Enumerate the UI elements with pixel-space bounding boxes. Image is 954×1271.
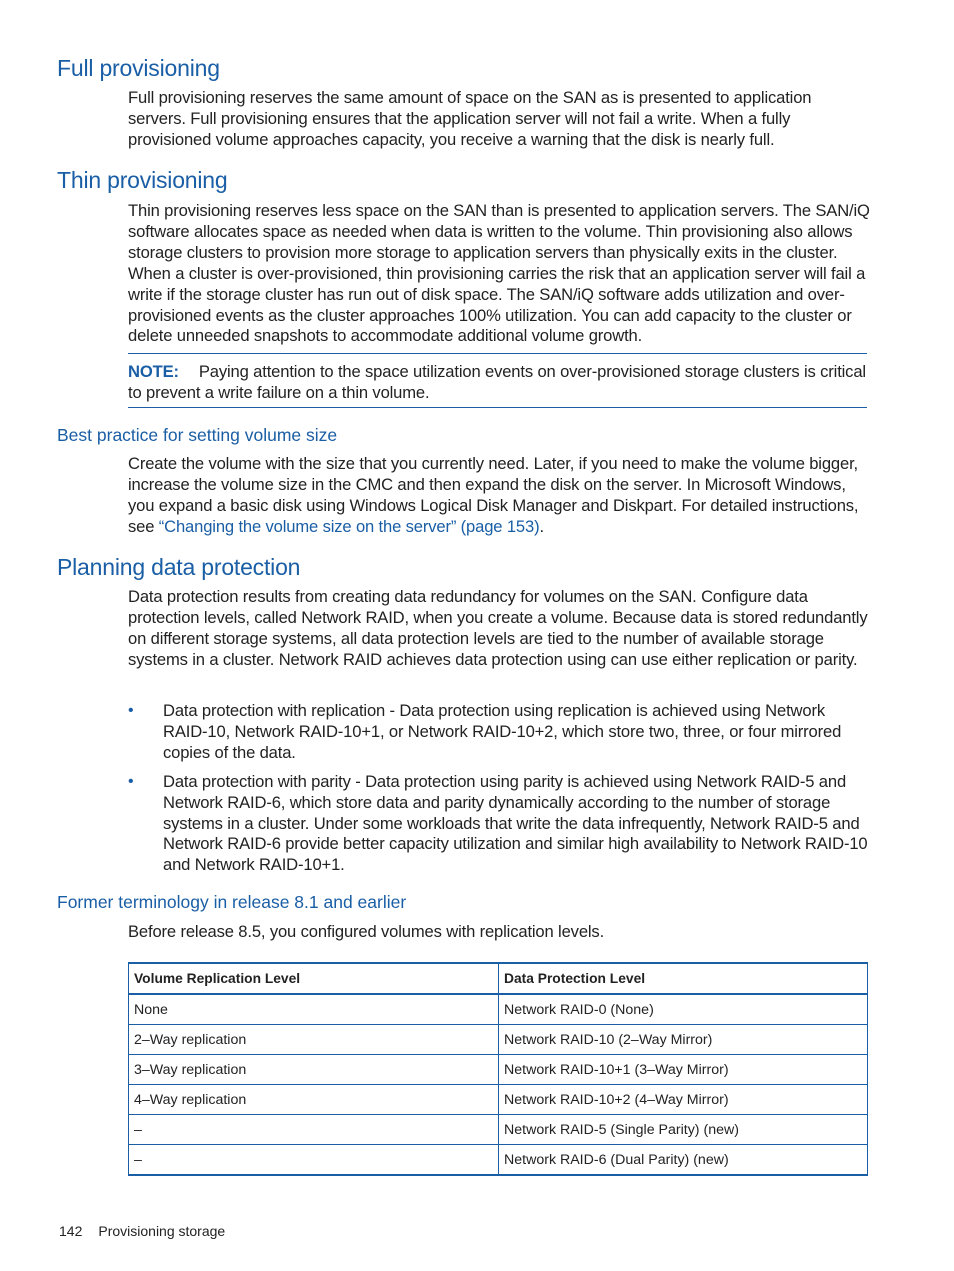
table-row <box>129 1115 868 1145</box>
heading-former-terminology: Former terminology in release 8.1 and earlier <box>57 892 407 912</box>
table-cell: 2–Way replication <box>129 1025 499 1055</box>
table-cell: Network RAID-6 (Dual Parity) (new) <box>499 1145 868 1176</box>
table-header-cell: Volume Replication Level <box>129 963 499 994</box>
chapter-title: Provisioning storage <box>98 1223 226 1239</box>
table-cell: 3–Way replication <box>129 1055 499 1085</box>
table-cell: – <box>129 1145 499 1176</box>
note-label: NOTE: <box>128 362 179 381</box>
note-box <box>128 353 867 408</box>
heading-best-practice: Best practice for setting volume size <box>57 425 338 445</box>
bullet-text: Data protection with parity - Data protection using parity is achieved using Network RAID-5 and Network RAID-6, which store data and parity dynamically according to the number of storage systems in a cluster. Under some workloads that write the data infrequently, Network RAID-5 and Network RAID-6 provide better capacity utilization and similar high availability to Network RAID-10 and Network RAID-10+1. <box>163 771 868 875</box>
table-cell: Network RAID-10+1 (3–Way Mirror) <box>499 1055 868 1085</box>
table-header-cell: Data Protection Level <box>499 963 868 994</box>
best-practice-end: . <box>539 516 544 536</box>
table-cell: – <box>129 1115 499 1145</box>
heading-thin-provisioning: Thin provisioning <box>57 167 228 193</box>
table-header-row <box>129 963 868 994</box>
paragraph-best-practice <box>128 454 870 538</box>
table-row <box>129 1085 868 1115</box>
bullet-list <box>128 701 870 884</box>
table-row <box>129 1055 868 1085</box>
bullet-text: Data protection with replication - Data protection using replication is achieved using Network RAID-10, Network RAID-10+1, or Network RAID-10+2, which store two, three, or four mirrored copies of the data. <box>163 701 842 762</box>
heading-full-provisioning: Full provisioning <box>57 55 220 81</box>
note-content <box>128 362 867 404</box>
paragraph-data-protection: Data protection results from creating data redundancy for volumes on the SAN. Configure data protection levels, called Network RAID, when you create a volume. Because data is stored redundantly on different storage systems, all data protection levels are tied to the number of available storage systems in a cluster. Network RAID achieves data protection using can use either replication or parity. <box>128 587 868 669</box>
table-cell: Network RAID-5 (Single Parity) (new) <box>499 1115 868 1145</box>
table-row <box>129 994 868 1025</box>
best-practice-text: Create the volume with the size that you currently need. Later, if you need to make the volume bigger, increase the volume size in the CMC and then expand the disk on the server. In Microsoft Windows, you expand a basic disk using Windows Logical Disk Manager and Diskpart. For detailed instructions, see <box>128 454 859 536</box>
paragraph-thin-provisioning: Thin provisioning reserves less space on the SAN than is presented to application servers. The SAN/iQ software allocates space as needed when data is written to the volume. Thin provisioning also allows storage clusters to provision more storage to application servers than physically exits in the cluster. When a cluster is over-provisioned, thin provisioning carries the risk that an application server will fail a write if the storage cluster has run out of disk space. The SAN/iQ software adds utilization and over-provisioned events as the cluster approaches 100% utilization. You can add capacity to the cluster or delete unneeded snapshots to accommodate additional volume growth. <box>128 201 870 346</box>
page-footer <box>59 1223 225 1239</box>
bullet-icon: • <box>128 702 134 719</box>
heading-planning-data-protection: Planning data protection <box>57 554 301 580</box>
list-item <box>128 772 870 877</box>
table-cell: Network RAID-0 (None) <box>499 994 868 1025</box>
table-cell: None <box>129 994 499 1025</box>
paragraph-former-terminology: Before release 8.5, you configured volumes with replication levels. <box>128 922 605 941</box>
bullet-icon: • <box>128 772 134 790</box>
page-number: 142 <box>59 1223 83 1239</box>
table-cell: Network RAID-10 (2–Way Mirror) <box>499 1025 868 1055</box>
table-row <box>129 1025 868 1055</box>
note-text: Paying attention to the space utilization events on over-provisioned storage clusters is critical to prevent a write failure on a thin volume. <box>128 362 866 402</box>
table-cell: Network RAID-10+2 (4–Way Mirror) <box>499 1085 868 1115</box>
cross-reference-link[interactable]: “Changing the volume size on the server” (page 153) <box>158 516 540 536</box>
terminology-table <box>128 962 868 1176</box>
table-cell: 4–Way replication <box>129 1085 499 1115</box>
list-item <box>128 701 870 764</box>
table-row <box>129 1145 868 1176</box>
paragraph-full-provisioning: Full provisioning reserves the same amount of space on the SAN as is presented to application servers. Full provisioning ensures that the application server will not fail a write. When a fully provisioned volume approaches capacity, you receive a warning that the disk is nearly full. <box>128 88 812 149</box>
